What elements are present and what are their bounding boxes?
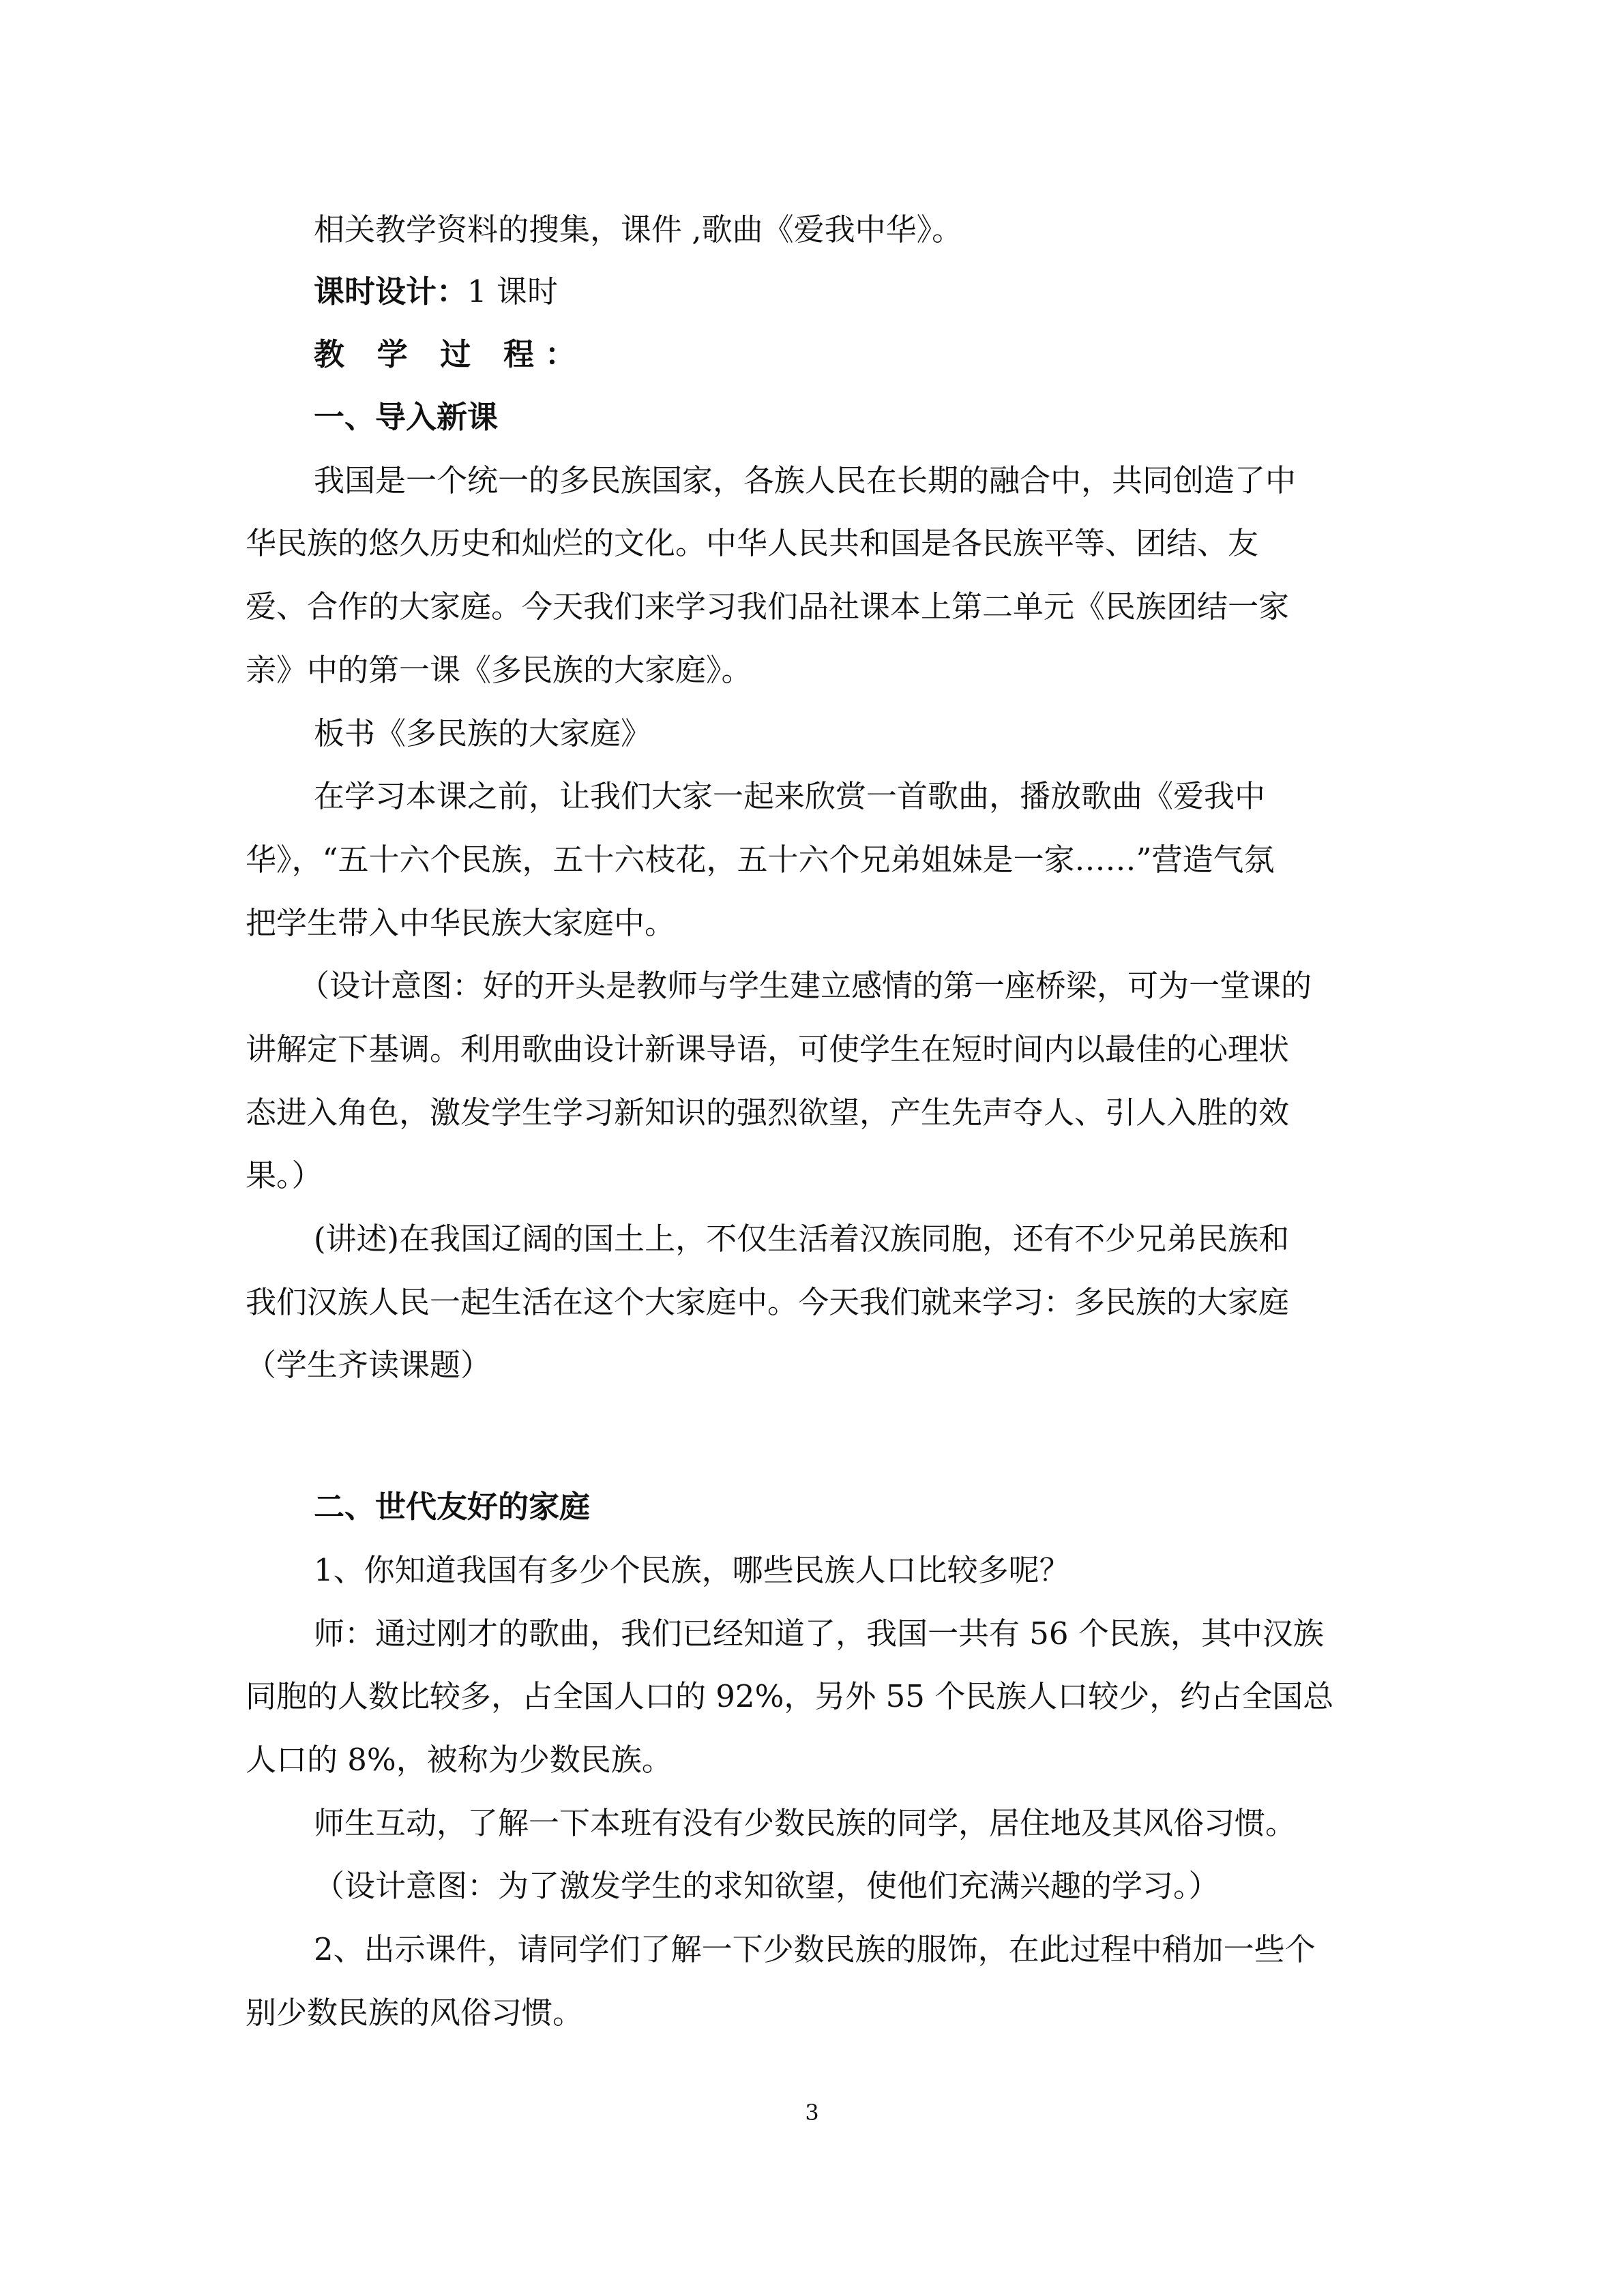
lesson-design-value: 1 课时: [467, 273, 558, 310]
narration-line: （学生齐读课题）: [246, 1347, 492, 1383]
interaction-line: 师生互动，了解一下本班有没有少数民族的同学，居住地及其风俗习惯。: [314, 1805, 1297, 1841]
song-para-line: 华》，“五十六个民族，五十六枝花，五十六个兄弟姐妹是一家……”营造气氛: [246, 841, 1275, 878]
section2-heading: 二、世代友好的家庭: [314, 1489, 591, 1525]
teacher-para-line: 人口的 8%，被称为少数民族。: [246, 1742, 673, 1778]
lesson-design-label: 课时设计：: [314, 273, 468, 310]
design-intent-2-line: （设计意图：为了激发学生的求知欲望，使他们充满兴趣的学习。）: [314, 1868, 1220, 1904]
question-2-line: 别少数民族的风俗习惯。: [246, 1995, 584, 2031]
lesson-design-line: [314, 271, 558, 312]
narration-line: (讲述)在我国辽阔的国土上，不仅生活着汉族同胞，还有不少兄弟民族和: [314, 1221, 1290, 1257]
section1-heading: 一、导入新课: [314, 399, 499, 435]
design-intent-line: （设计意图：好的开头是教师与学生建立感情的第一座桥梁，可为一堂课的: [299, 968, 1312, 1004]
intro-para-line: 华民族的悠久历史和灿烂的文化。中华人民共和国是各民族平等、团结、友: [246, 525, 1259, 561]
design-intent-line: 讲解定下基调。利用歌曲设计新课导语，可使学生在短时间内以最佳的心理状: [246, 1031, 1290, 1067]
materials-line: 相关教学资料的搜集，课件 ,歌曲《爱我中华》。: [314, 211, 963, 248]
intro-para-line: 我国是一个统一的多民族国家，各族人民在长期的融合中，共同创造了中: [314, 462, 1297, 498]
design-intent-line: 态进入角色，激发学生学习新知识的强烈欲望，产生先声夺人、引人入胜的效: [246, 1094, 1290, 1131]
song-para-line: 把学生带入中华民族大家庭中。: [246, 905, 676, 941]
process-heading: 教 学 过 程：: [314, 336, 587, 372]
narration-line: 我们汉族人民一起生活在这个大家庭中。今天我们就来学习：多民族的大家庭: [246, 1284, 1290, 1320]
teacher-para-line: 同胞的人数比较多，占全国人口的 92%，另外 55 个民族人口较少，约占全国总: [246, 1678, 1334, 1714]
page-number: 3: [805, 2100, 819, 2126]
question-1-line: 1、你知道我国有多少个民族，哪些民族人口比较多呢？: [314, 1552, 1070, 1588]
question-2-line: 2、出示课件，请同学们了解一下少数民族的服饰，在此过程中稍加一些个: [314, 1931, 1316, 1967]
intro-para-line: 亲》中的第一课《多民族的大家庭》。: [246, 652, 752, 688]
song-para-line: 在学习本课之前，让我们大家一起来欣赏一首歌曲，播放歌曲《爱我中: [314, 778, 1266, 814]
teacher-para-line: 师：通过刚才的歌曲，我们已经知道了，我国一共有 56 个民族，其中汉族: [314, 1615, 1324, 1652]
board-writing-line: 板书《多民族的大家庭》: [314, 715, 652, 751]
intro-para-line: 爱、合作的大家庭。今天我们来学习我们品社课本上第二单元《民族团结一家: [246, 588, 1290, 625]
design-intent-line: 果。）: [246, 1157, 323, 1193]
